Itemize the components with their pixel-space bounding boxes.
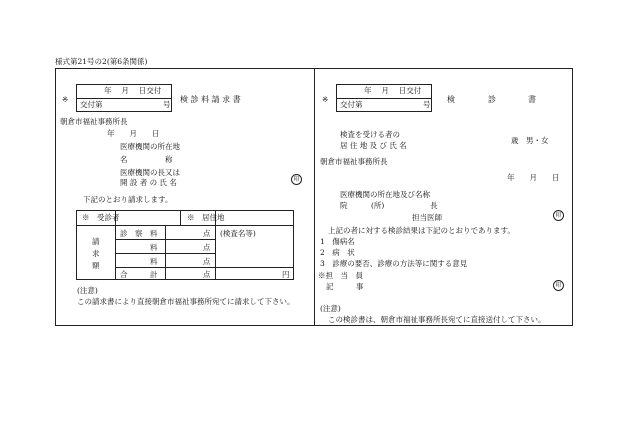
record-label: 記 事: [326, 282, 364, 291]
right-seal-mark-2: 印: [553, 280, 564, 291]
claim-table-hline-1: [76, 225, 294, 226]
staff-mark: ※担 当 員: [318, 271, 363, 280]
subject-line-2: 居 住 地 及 び 氏 名: [340, 141, 407, 150]
institution-line: 医療機関の所在地及び名称: [340, 190, 430, 199]
place-label: (所): [371, 201, 385, 210]
claim-row-item: 料: [150, 243, 158, 252]
right-seal-mark: 印: [553, 210, 564, 221]
claim-row-unit: 点: [203, 257, 211, 266]
head-label: 長: [430, 201, 438, 210]
claim-table-hline-3: [115, 253, 215, 254]
right-receipt-no-suffix: 号: [423, 100, 431, 109]
claim-row-item: 診 察 料: [120, 229, 158, 238]
inspection-note: (検査名等): [220, 229, 256, 238]
right-addressee: 朝倉市福祉事務所長: [320, 157, 388, 166]
claim-row-item: 料: [150, 257, 158, 266]
result-item: 3 診療の要否、診療の方法等に関する意見: [320, 259, 468, 268]
form-number: 様式第21号の2(第6条関係): [55, 57, 148, 66]
claim-row-unit: 点: [203, 243, 211, 252]
left-receipt-box-divider: [76, 98, 172, 99]
claim-table-hline-2: [115, 239, 215, 240]
right-receipt-box-divider: [336, 98, 432, 99]
right-date-line: 年 月 日: [507, 173, 560, 182]
left-receipt-date: 年 月 日交付: [104, 86, 162, 95]
left-title: 検 診 料 請 求 書: [180, 95, 241, 104]
right-title-char: 検: [447, 95, 455, 104]
claim-label-1: 請: [92, 237, 100, 246]
left-receipt-no-label: 交付第: [80, 100, 103, 109]
form-center-divider: [314, 68, 315, 326]
right-receipt-mark: ※: [322, 95, 329, 104]
examinee-label: ※ 受診者: [82, 213, 120, 222]
left-director-line1: 医療機関の長又は: [120, 168, 180, 177]
claim-row-unit: 点: [203, 270, 211, 279]
left-note-title: (注意): [77, 286, 98, 295]
left-name-label: 名 称: [120, 155, 173, 164]
left-director-line2: 開 設 者 の 氏 名: [120, 178, 177, 187]
left-receipt-mark: ※: [62, 95, 69, 104]
left-seal-mark: 印: [291, 174, 302, 185]
claim-table-hline-4: [115, 267, 294, 268]
left-date-line: 年 月 日: [107, 129, 160, 138]
left-addressee: 朝倉市福祉事務所長: [60, 117, 128, 126]
left-institution-address: 医療機関の所在地: [120, 142, 180, 151]
yen-unit: 円: [282, 270, 290, 279]
residence-label: ※ 居住地: [187, 213, 225, 222]
right-title-char: 診: [488, 95, 496, 104]
statement: 上記の者に対する検診結果は下記のとおりであります。: [328, 226, 515, 235]
result-item: 1 傷病名: [320, 237, 355, 246]
right-note-text: この検診書は、朝倉市福祉事務所長宛てに直接送付して下さい。: [328, 315, 546, 324]
claim-row-unit: 点: [203, 229, 211, 238]
claim-table-vline-4: [180, 210, 181, 225]
doctor-label: 担当医師: [412, 213, 442, 222]
result-item: 2 病 状: [320, 248, 355, 257]
left-receipt-no-suffix: 号: [163, 100, 171, 109]
hospital-label: 院: [340, 201, 348, 210]
subject-line-1: 検査を受ける者の: [340, 130, 400, 139]
left-request-text: 下記のとおり請求します。: [83, 195, 173, 204]
right-note-title: (注意): [320, 304, 341, 313]
right-receipt-date: 年 月 日交付: [364, 86, 422, 95]
right-title-char: 書: [528, 95, 536, 104]
age-sex: 歳 男・女: [511, 136, 549, 145]
claim-row-item: 合 計: [120, 270, 158, 279]
claim-label-2: 求: [92, 249, 100, 258]
claim-label-3: 額: [92, 261, 100, 270]
right-receipt-no-label: 交付第: [340, 100, 363, 109]
left-note-text: この請求書により直接朝倉市福祉事務所宛てに請求して下さい。: [77, 297, 295, 306]
